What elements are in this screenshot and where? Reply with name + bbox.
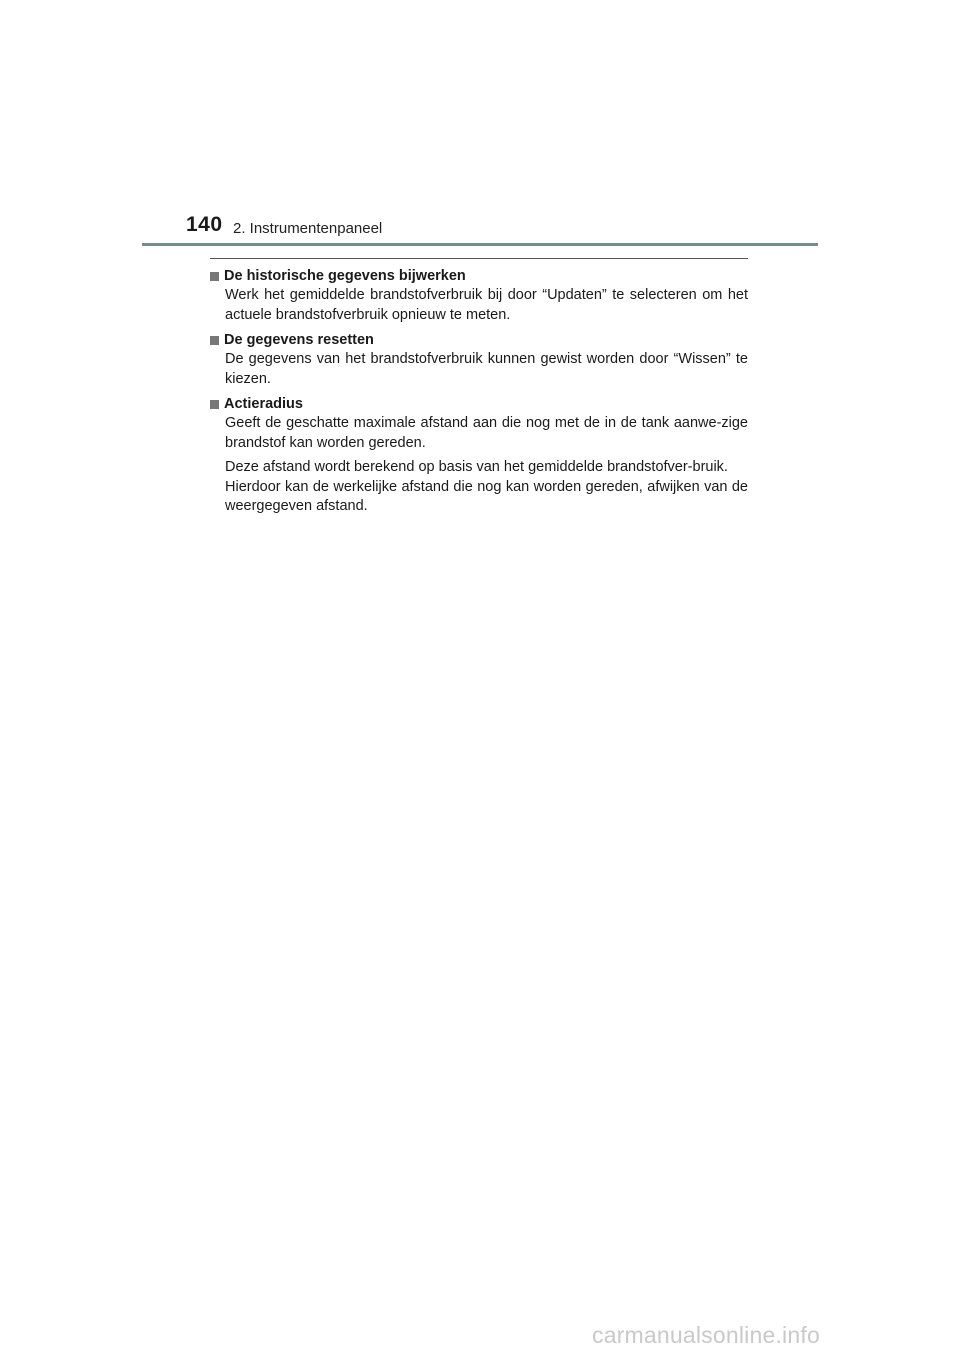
chapter-title: 2. Instrumentenpaneel <box>233 220 383 237</box>
square-bullet-icon <box>210 272 219 281</box>
square-bullet-icon <box>210 336 219 345</box>
section-update-history <box>210 266 748 325</box>
page-number: 140 <box>186 213 223 236</box>
section-reset-data <box>210 330 748 389</box>
section-heading <box>210 330 748 350</box>
paragraph: Hierdoor kan de werkelijke afstand die nog kan worden gereden, afwijken van de weergegeven afstand. <box>225 478 748 514</box>
page-header <box>0 0 960 250</box>
watermark-text: carmanualsonline.info <box>592 1322 820 1348</box>
heading-text: Actieradius <box>224 396 303 412</box>
heading-text: De gegevens resetten <box>224 332 374 348</box>
section-range <box>210 394 748 517</box>
section-heading <box>210 266 748 286</box>
paragraph: Deze afstand wordt berekend op basis van het gemiddelde brandstofver-bruik. <box>225 459 728 475</box>
header-rule <box>142 243 818 246</box>
content-rule <box>210 258 748 259</box>
paragraph: De gegevens van het brandstofverbruik kunnen gewist worden door “Wissen” te kiezen. <box>225 351 748 387</box>
paragraph: Geeft de geschatte maximale afstand aan die nog met de in de tank aanwe-zige brandstof kan worden gereden. <box>225 415 748 451</box>
section-heading <box>210 394 748 414</box>
page-content <box>210 258 748 522</box>
heading-text: De historische gegevens bijwerken <box>224 268 466 284</box>
paragraph: Werk het gemiddelde brandstofverbruik bij door “Updaten” te selecteren om het actuele brandstofverbruik opnieuw te meten. <box>225 287 748 323</box>
square-bullet-icon <box>210 400 219 409</box>
